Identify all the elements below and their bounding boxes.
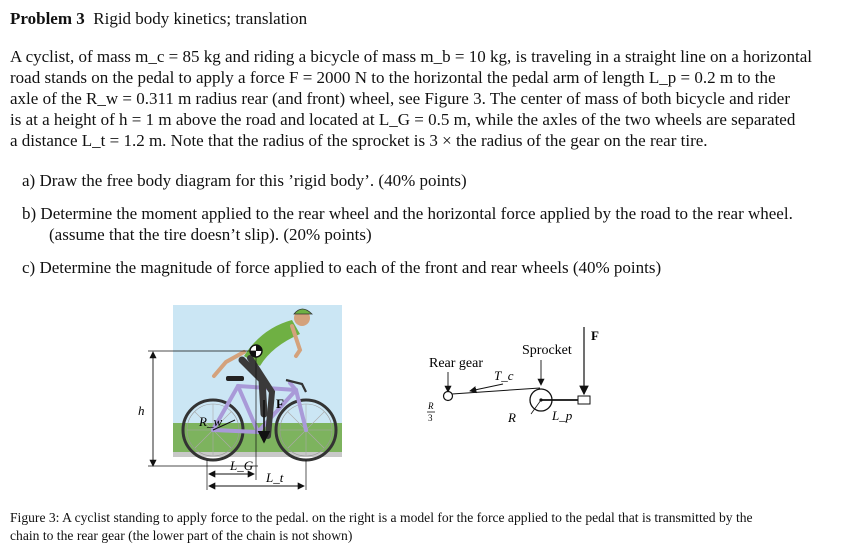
statement-line: a distance L_t = 1.2 m. Note that the radius of the sprocket is 3 × the radius of the gear on the rear tire. <box>10 131 708 150</box>
radius-fraction-numerator: R <box>428 401 434 411</box>
question-b <box>22 203 793 245</box>
statement-line: road stands on the pedal to apply a force F = 2000 N to the horizontal the pedal arm of length L_p = 0.2 m to the <box>10 68 776 87</box>
caption-line2: chain to the rear gear (the lower part of the chain is not shown) <box>10 528 353 543</box>
lg-label: L_G <box>230 458 254 473</box>
wheel-radius-label: R_w <box>199 414 223 429</box>
sprocket-radius-label: R <box>508 410 516 425</box>
problem-heading <box>10 9 307 29</box>
cyclist-illustration <box>138 305 342 490</box>
pedal-arm-label: L_p <box>552 408 573 423</box>
rear-gear-label: Rear gear <box>429 356 484 371</box>
problem-topic: Rigid body kinetics; translation <box>93 9 308 28</box>
question-b-line2: (assume that the tire doesn’t slip). (20% points) <box>49 225 372 244</box>
radius-fraction-denominator: 3 <box>428 413 433 423</box>
saddle <box>226 376 244 381</box>
pedal-force-label: F <box>276 396 284 411</box>
height-label: h <box>138 403 145 418</box>
pedal-icon <box>578 396 590 404</box>
statement-line: A cyclist, of mass m_c = 85 kg and riding a bicycle of mass m_b = 10 kg, is traveling in a straight line on a horizontal <box>10 47 812 66</box>
question-b-line1: b) Determine the moment applied to the rear wheel and the horizontal force applied by the road to the rear wheel. <box>22 204 793 223</box>
problem-number: Problem 3 <box>10 9 85 28</box>
question-c: c) Determine the magnitude of force applied to each of the front and rear wheels (40% points) <box>22 258 662 277</box>
chain-upper <box>452 388 540 394</box>
statement-line: is at a height of h = 1 m above the road and located at L_G = 0.5 m, while the axles of the two wheels are separated <box>10 110 796 129</box>
sprocket-label: Sprocket <box>522 343 572 358</box>
gear-model <box>427 327 599 425</box>
lt-label: L_t <box>266 470 284 485</box>
figure-caption <box>10 509 850 545</box>
statement-line: axle of the R_w = 0.311 m radius rear (and front) wheel, see Figure 3. The center of mass of both bicycle and rider <box>10 89 790 108</box>
figure-3 <box>0 300 862 505</box>
problem-statement <box>10 46 842 151</box>
pedal-force-label-right: F <box>591 328 599 343</box>
question-a: a) Draw the free body diagram for this ’rigid body’. (40% points) <box>22 171 467 190</box>
chain-tension-arrow <box>470 384 503 391</box>
rear-gear-icon <box>444 392 453 401</box>
chain-tension-label: T_c <box>494 368 514 383</box>
caption-line1: Figure 3: A cyclist standing to apply force to the pedal. on the right is a model for the force applied to the pedal that is transmitted by the <box>10 510 753 525</box>
